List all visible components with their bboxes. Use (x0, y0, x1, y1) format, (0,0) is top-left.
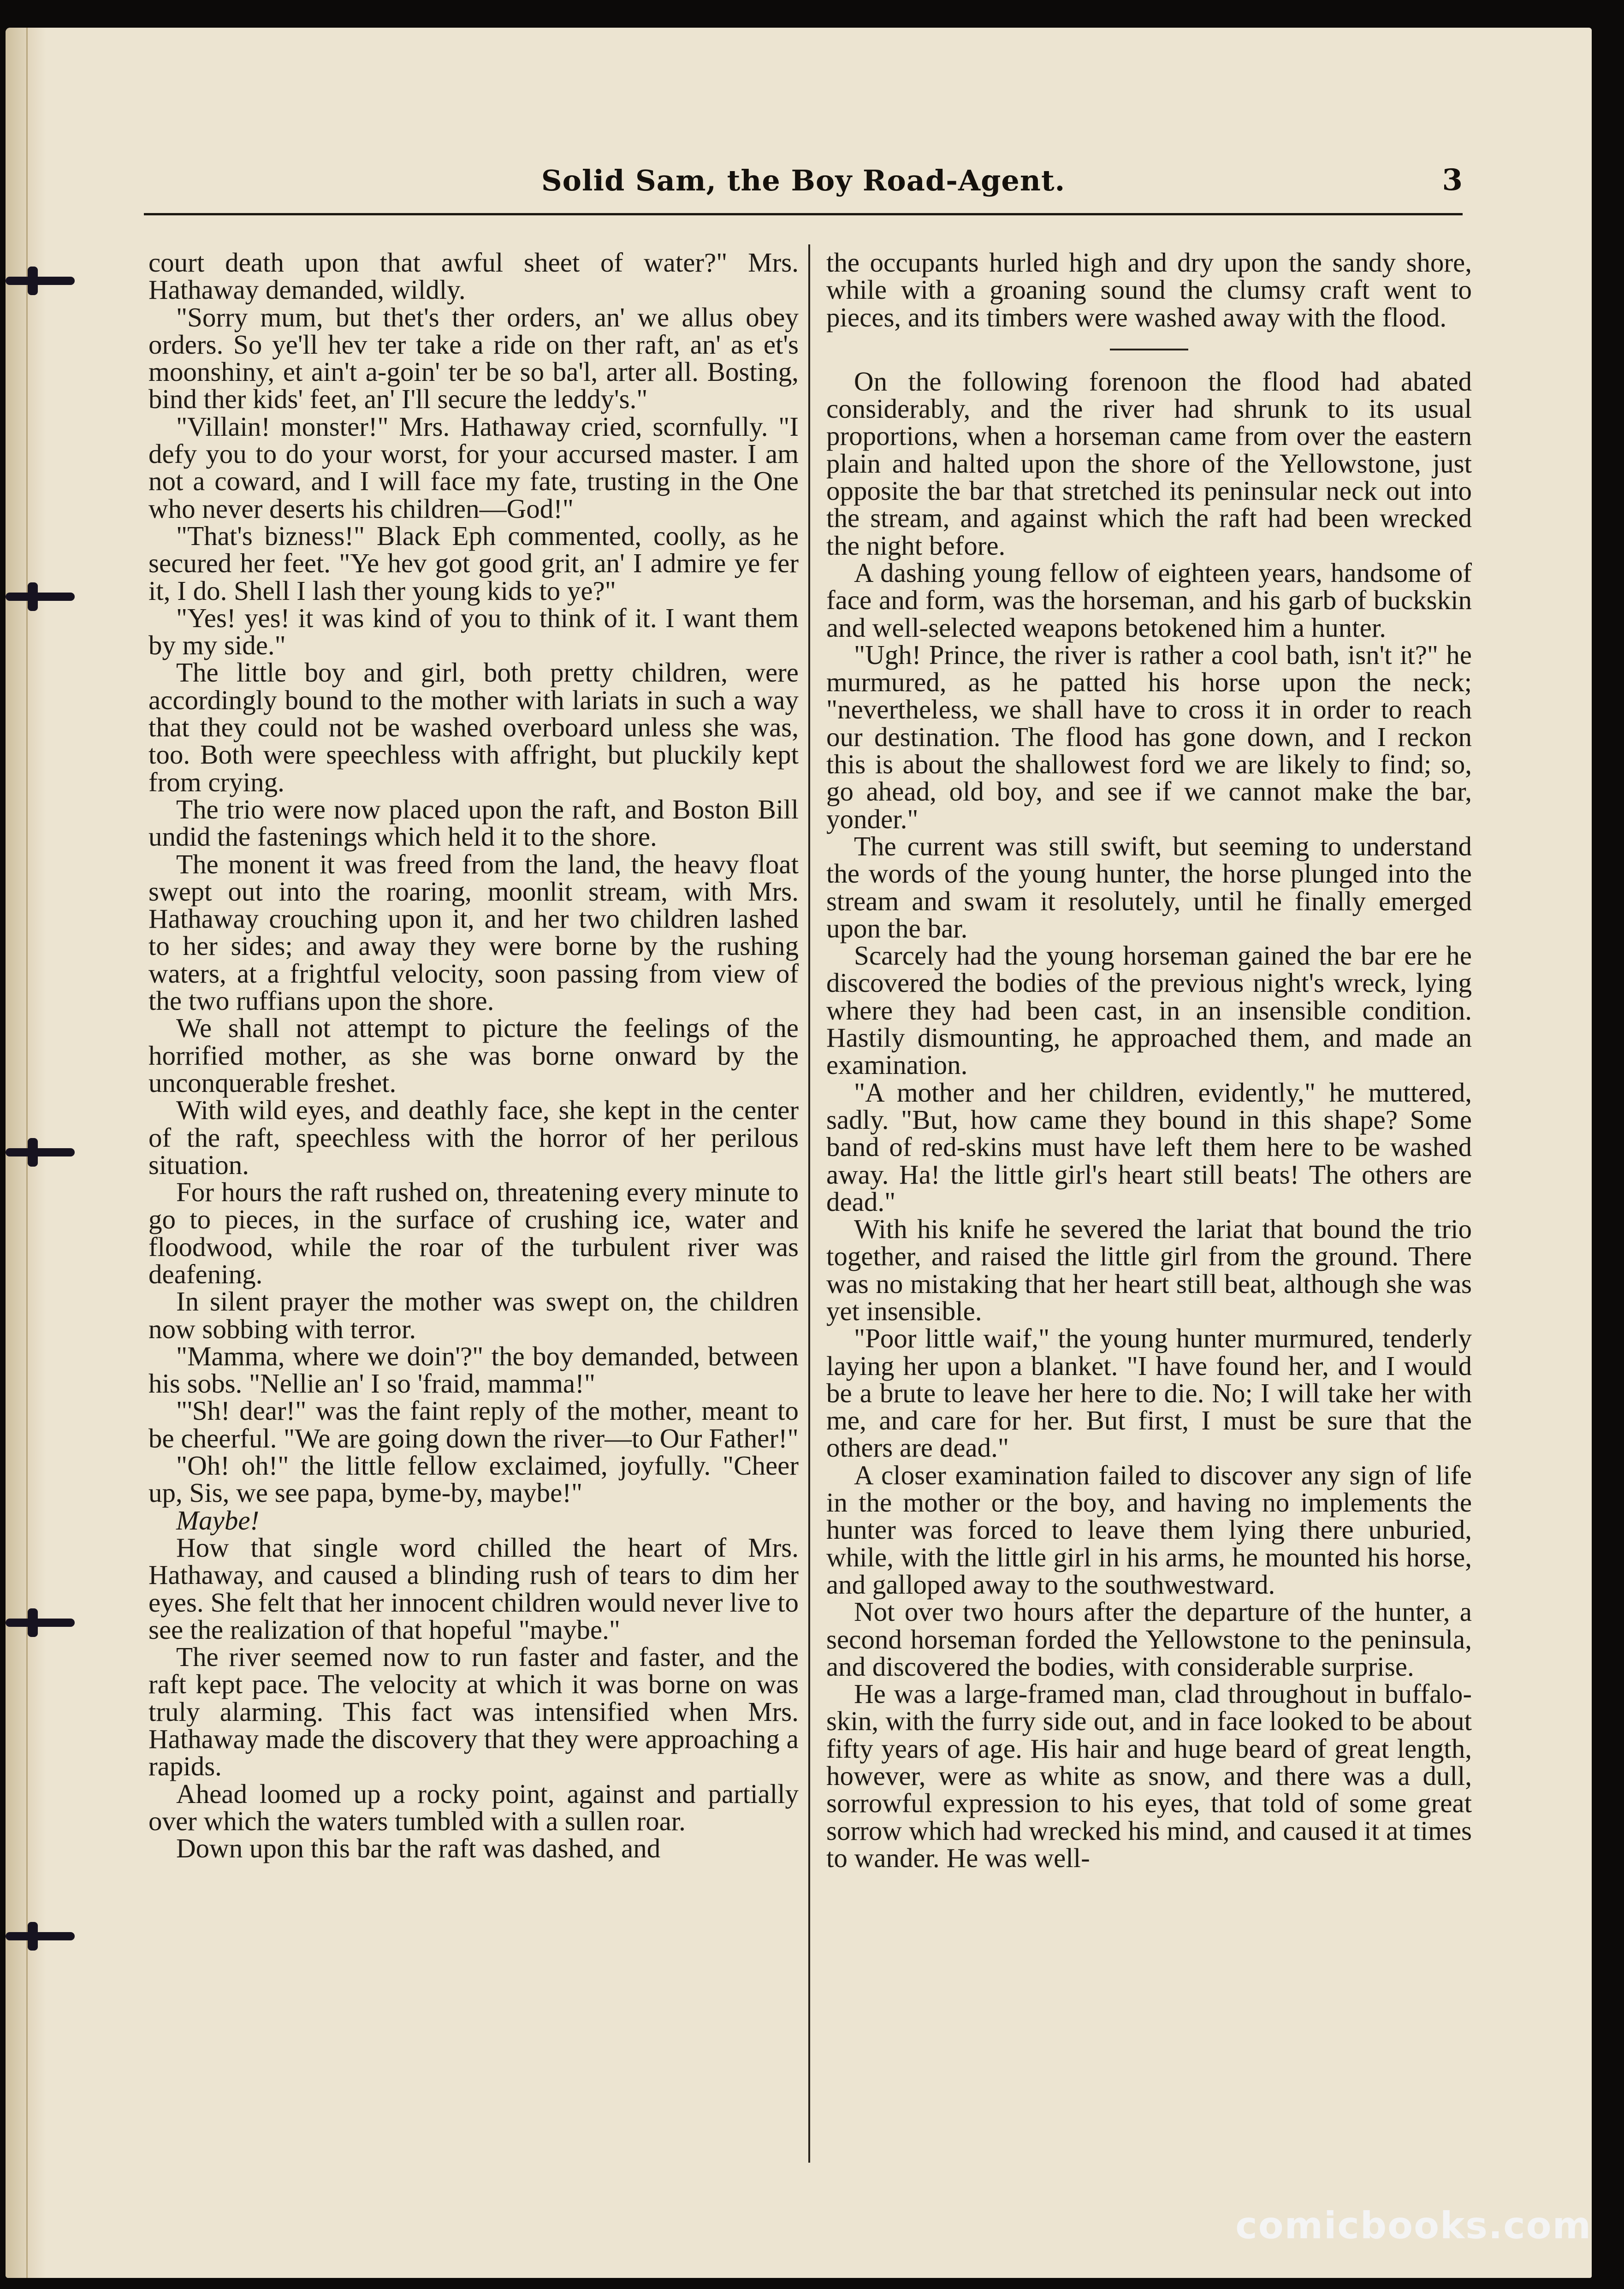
page-title: Solid Sam, the Boy Road-Agent. (541, 164, 1066, 197)
paragraph: He was a large-framed man, clad throughout in buffalo-skin, with the furry side out, and in face looked to be about fifty years of age. His hair and huge beard of great length, however, were as white as snow, and there was a dull, sorrowful expression to his eyes, that told of some great sorrow which had wrecked his mind, and caused it at times to wander. He was well- (826, 1678, 1472, 1873)
page-number: 3 (1442, 163, 1463, 197)
binding-stitch (6, 1932, 75, 1940)
paragraph: "Ugh! Prince, the river is rather a cool bath, isn't it?" he murmured, as he patted his horse upon the neck; "nevertheless, we shall have to cross it in order to reach our destination. The flood has gone down, and I reckon this is about the shallowest ford we are likely to find; so, go ahead, old boy, and see if we cannot make the bar, yonder." (826, 639, 1472, 834)
paragraph: "'Sh! dear!" was the faint reply of the mother, meant to be cheerful. "We are going down the river—to Our Father!" (148, 1395, 799, 1453)
paragraph: The river seemed now to run faster and faster, and the raft kept pace. The velocity at which it was borne on was truly alarming. This fact was intensified when Mrs. Hathaway made the discovery that they were approaching a rapids. (148, 1642, 799, 1782)
binding-stitch (6, 1619, 75, 1627)
left-column (148, 249, 799, 1862)
paragraph: The current was still swift, but seeming to understand the words of the young hunter, the horse plunged into the stream and swam it resolutely, until he finally emerged upon the bar. (826, 830, 1472, 943)
paragraph: On the following forenoon the flood had abated considerably, and the river had shrunk to its usual proportions, when a horseman came from over the eastern plain and halted upon the shore of the Yellowstone, just opposite the bar that stretched its peninsular neck out into the stream, and against which the raft had been wrecked the night before. (826, 366, 1472, 561)
book-page (6, 28, 1592, 2278)
paragraph: How that single word chilled the heart of Mrs. Hathaway, and caused a blinding rush of tears to dim her eyes. She felt that her innocent children would never live to see the realization of that hopeful "maybe." (148, 1532, 799, 1645)
paragraph: the occupants hurled high and dry upon the sandy shore, while with a groaning sound the clumsy craft went to pieces, and its timbers were washed away with the flood. (826, 247, 1472, 332)
column-divider (808, 244, 810, 2163)
paragraph: We shall not attempt to picture the feelings of the horrified mother, as she was borne onward by the unconquerable freshet. (148, 1013, 799, 1098)
paragraph: With wild eyes, and deathly face, she kept in the center of the raft, speechless with the horror of her perilous situation. (148, 1095, 799, 1180)
paragraph: Down upon this bar the raft was dashed, and (176, 1833, 661, 1864)
paragraph: A dashing young fellow of eighteen years, handsome of face and form, was the horseman, and his garb of buckskin and well-selected weapons betokened him a hunter. (826, 557, 1472, 643)
binding-stitch (6, 1148, 75, 1156)
running-header (144, 136, 1463, 205)
binding-stitch (6, 593, 75, 601)
paragraph-emphasis: Maybe! (176, 1505, 260, 1536)
paragraph: A closer examination failed to discover any sign of life in the mother or the boy, and having no implements the hunter was forced to leave them lying there unburied, while, with the little girl in his arms, he mounted his horse, and galloped away to the southwestward. (826, 1459, 1472, 1600)
binding-stitch (6, 277, 75, 285)
paragraph: "Villain! monster!" Mrs. Hathaway cried, scornfully. "I defy you to do your worst, for your accursed master. I am not a coward, and I will face my fate, trusting in the One who never deserts his children—God!" (148, 411, 799, 524)
paragraph: "Sorry mum, but thet's ther orders, an' we allus obey orders. So ye'll hev ter take a ride on ther raft, an' as et's moonshiny, et ain't a-goin' ter be so ba'l, arter all. Bosting, bind ther kids' feet, an' I'll secure the leddy's." (148, 302, 799, 415)
right-column (826, 249, 1472, 1872)
paragraph: Scarcely had the young horseman gained the bar ere he discovered the bodies of the previous night's wreck, lying where they had been cast, in an insensible condition. Hastily dismounting, he approached them, and made an examination. (826, 940, 1472, 1080)
paragraph: Ahead loomed up a rocky point, against and partially over which the waters tumbled with a sullen roar. (148, 1778, 799, 1836)
paragraph: The trio were now placed upon the raft, and Boston Bill undid the fastenings which held it to the shore. (148, 794, 799, 852)
paragraph: "Poor little waif," the young hunter murmured, tenderly laying her upon a blanket. "I have found her, and I would be a brute to leave her here to die. No; I will take her with me, and care for her. But first, I must be sure that the others are dead." (826, 1323, 1472, 1463)
paragraph: "Oh! oh!" the little fellow exclaimed, joyfully. "Cheer up, Sis, we see papa, byme-by, maybe!" (148, 1450, 799, 1508)
paragraph: For hours the raft rushed on, threatening every minute to go to pieces, in the surface of crushing ice, water and floodwood, while the roar of the turbulent river was deafening. (148, 1177, 799, 1289)
section-break-rule (1110, 349, 1188, 350)
paragraph: With his knife he severed the lariat that bound the trio together, and raised the little girl from the ground. There was no mistaking that her heart still beat, although she was yet insensible. (826, 1214, 1472, 1326)
header-rule (144, 213, 1463, 215)
paragraph: "A mother and her children, evidently," he muttered, sadly. "But, how came they bound in this shape? Some band of red-skins must have left them here to be washed away. Ha! the little girl's heart still beats! The others are dead." (826, 1077, 1472, 1217)
paragraph: Not over two hours after the departure of the hunter, a second horseman forded the Yellowstone to the peninsula, and discovered the bodies, with considerable surprise. (826, 1596, 1472, 1682)
paragraph: The little boy and girl, both pretty children, were accordingly bound to the mother with lariats in such a way that they could not be washed overboard unless she was, too. Both were speechless with affright, but pluckily kept from crying. (148, 657, 799, 797)
site-watermark: comicbooks.com (1235, 2204, 1592, 2247)
paragraph: court death upon that awful sheet of water?" Mrs. Hathaway demanded, wildly. (148, 247, 799, 305)
paragraph: "That's bizness!" Black Eph commented, coolly, as he secured her feet. "Ye hev got good grit, an' I admire ye fer it, I do. Shell I lash ther young kids to ye?" (148, 520, 799, 606)
paragraph: "Mamma, where we doin'?" the boy demanded, between his sobs. "Nellie an' I so 'fraid, mamma!" (148, 1340, 799, 1399)
paragraph: In silent prayer the mother was swept on, the children now sobbing with terror. (148, 1286, 799, 1344)
paragraph: The monent it was freed from the land, the heavy float swept out into the roaring, moonlit stream, with Mrs. Hathaway crouching upon it, and her two children lashed to her sides; and away they were borne by the rushing waters, at a frightful velocity, soon passing from view of the two ruffians upon the shore. (148, 848, 799, 1016)
paragraph: "Yes! yes! it was kind of you to think of it. I want them by my side." (148, 602, 799, 661)
